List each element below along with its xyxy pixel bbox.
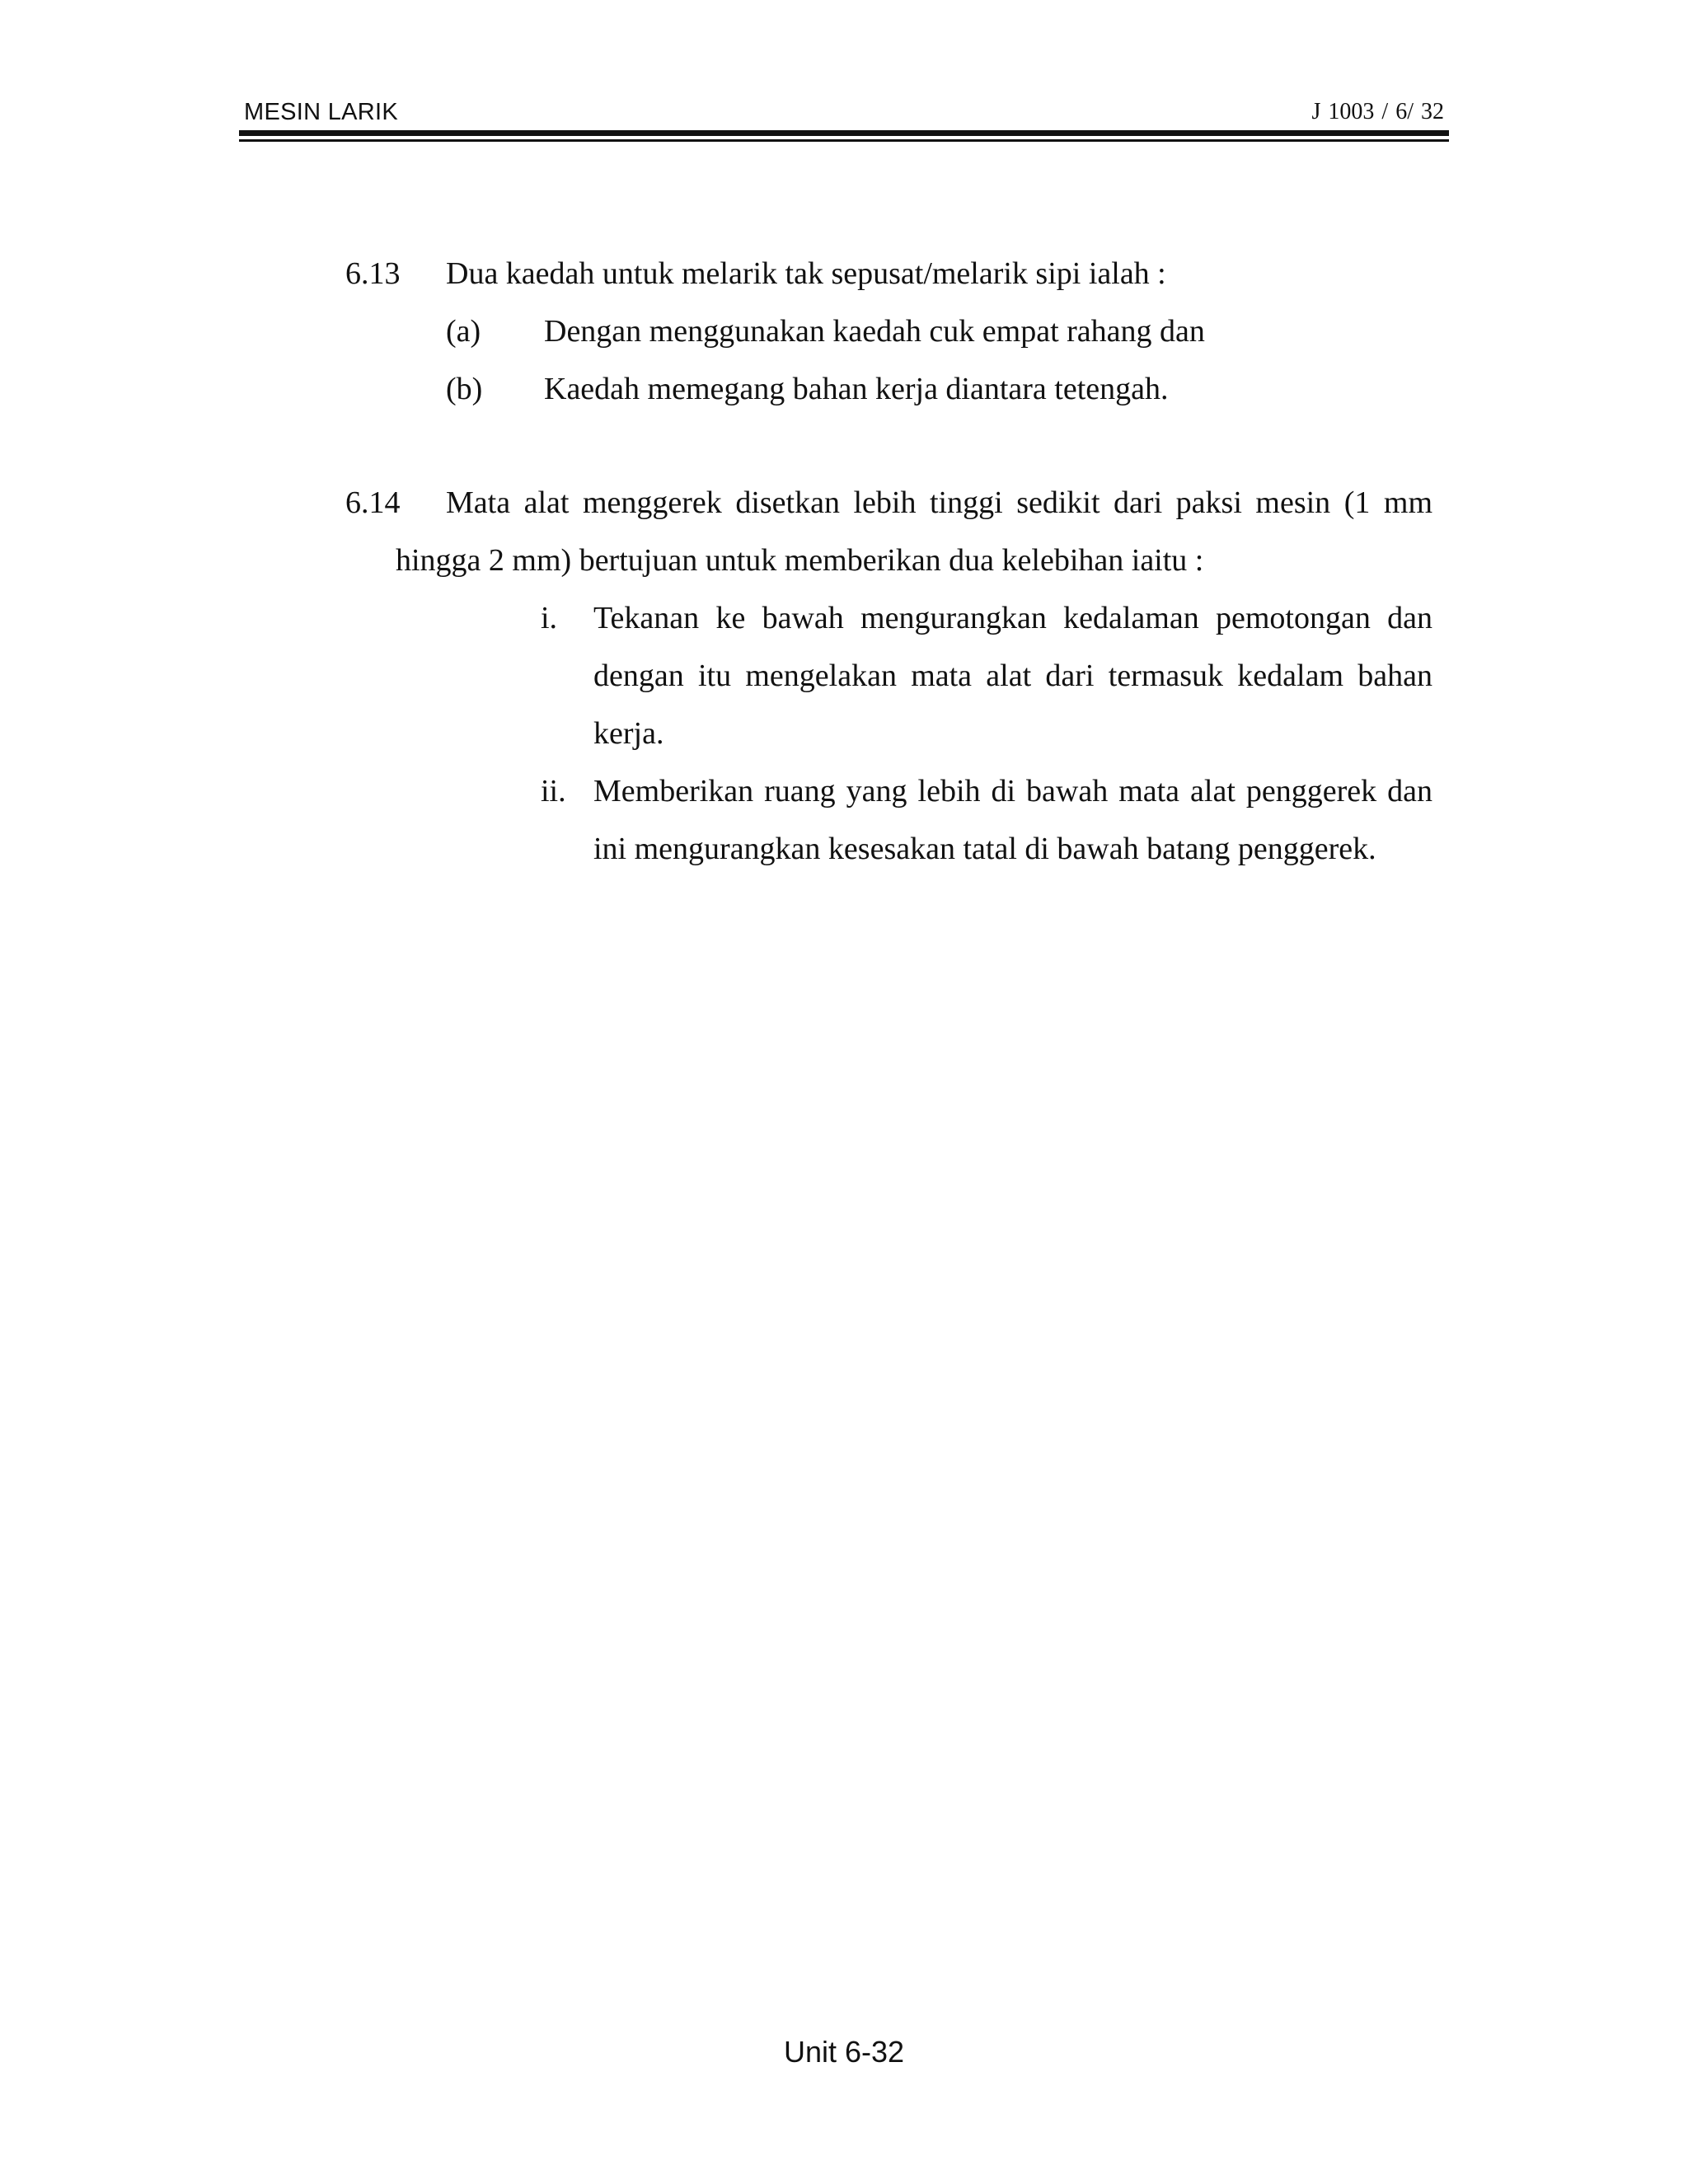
list-item-label: ii. — [541, 774, 566, 808]
section-number: 6.13 — [345, 256, 401, 291]
list-item-label: (b) — [446, 372, 483, 406]
header-rule-thick — [239, 130, 1449, 136]
list-item-text: Memberikan ruang yang lebih di bawah mata alat penggerek dan ini mengurangkan kesesakan tatal di bawah batang penggerek. — [593, 774, 1432, 866]
header-rule-thin — [239, 139, 1449, 142]
section-6-14 — [345, 474, 1432, 589]
list-item — [541, 589, 1432, 762]
roman-list — [541, 589, 1432, 878]
list-item-text: Tekanan ke bawah mengurangkan kedalaman pemotongan dan dengan itu mengelakan mata alat dari termasuk kedalam bahan kerja. — [593, 601, 1432, 751]
list-item — [541, 762, 1432, 878]
section-number: 6.14 — [345, 485, 401, 520]
header-title: MESIN LARIK — [244, 99, 399, 125]
page-footer: Unit 6-32 — [783, 2035, 905, 2069]
header-page-ref: J 1003 / 6/ 32 — [1311, 99, 1444, 124]
section-text: Mata alat menggerek disetkan lebih tinggi sedikit dari paksi mesin (1 mm hingga 2 mm) bertujuan untuk memberikan dua kelebihan iaitu : — [396, 485, 1432, 578]
list-item-label: i. — [541, 601, 558, 635]
list-item-label: (a) — [446, 314, 481, 349]
section-text: Dua kaedah untuk melarik tak sepusat/melarik sipi ialah : — [446, 256, 1166, 291]
list-item-text: Dengan menggunakan kaedah cuk empat rahang dan — [544, 314, 1205, 349]
list-item-text: Kaedah memegang bahan kerja diantara tetengah. — [544, 372, 1169, 406]
